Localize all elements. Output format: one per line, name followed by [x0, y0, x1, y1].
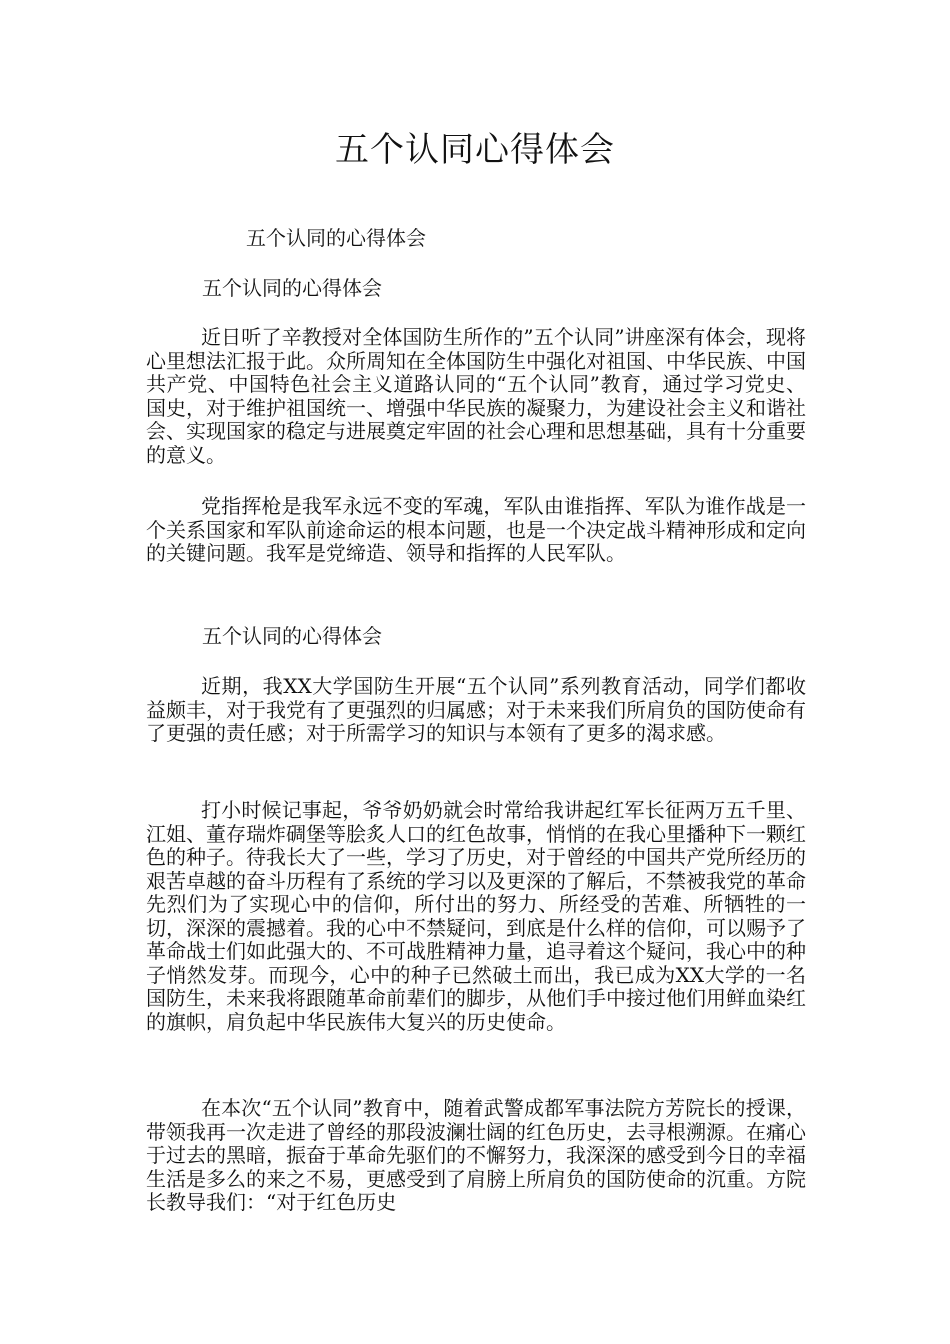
paragraph: 打小时候记事起，爷爷奶奶就会时常给我讲起红军长征两万五千里、江姐、董存瑞炸碉堡等脍炙人口的红色故事，悄悄的在我心里播种下一颗红色的种子。待我长大了一些，学习了历史，对于曾经的中国共产党所经历的艰苦卓越的奋斗历程有了系统的学习以及更深的了解后，不禁被我党的革命先烈们为了实现心中的信仰，所付出的努力、所经受的苦难、所牺牲的一切，深深的震撼着。我的心中不禁疑问，到底是什么样的信仰，可以赐予了革命战士们如此强大的、不可战胜精神力量，追寻着这个疑问，我心中的种子悄然发芽。而现今，心中的种子已然破土而出，我已成为XX大学的一名国防生，未来我将跟随革命前辈们的脚步，从他们手中接过他们用鲜血染红的旗帜，肩负起中华民族伟大复兴的历史使命。	[146, 798, 806, 1034]
paragraph: 在本次“五个认同”教育中，随着武警成都军事法院方芳院长的授课，带领我再一次走进了曾经的那段波澜壮阔的红色历史，去寻根溯源。在痛心于过去的黑暗，振奋于革命先驱们的不懈努力，我深深的感受到今日的幸福生活是多么的来之不易，更感受到了肩膀上所肩负的国防使命的沉重。方院长教导我们：“对于红色历史	[146, 1096, 806, 1214]
paragraph: 近日听了辛教授对全体国防生所作的”五个认同”讲座深有体会，现将心里想法汇报于此。众所周知在全体国防生中强化对祖国、中华民族、中国共产党、中国特色社会主义道路认同的“五个认同”教育，通过学习党史、国史，对于维护祖国统一、增强中华民族的凝聚力，为建设社会主义和谐社会、实现国家的稳定与进展奠定牢固的社会心理和思想基础，具有十分重要的意义。	[146, 325, 806, 467]
document-title: 五个认同心得体会	[335, 130, 615, 170]
section-heading: 五个认同的心得体会	[202, 624, 382, 648]
paragraph: 近期，我XX大学国防生开展“五个认同”系列教育活动，同学们都收益颇丰，对于我党有了更强烈的归属感；对于未来我们所肩负的国防使命有了更强的责任感；对于所需学习的知识与本领有了更多的渴求感。	[146, 674, 806, 745]
document-subtitle: 五个认同的心得体会	[246, 226, 426, 250]
section-heading: 五个认同的心得体会	[202, 276, 382, 300]
paragraph: 党指挥枪是我军永远不变的军魂，军队由谁指挥、军队为谁作战是一个关系国家和军队前途命运的根本问题，也是一个决定战斗精神形成和定向的关键问题。我军是党缔造、领导和指挥的人民军队。	[146, 494, 806, 565]
